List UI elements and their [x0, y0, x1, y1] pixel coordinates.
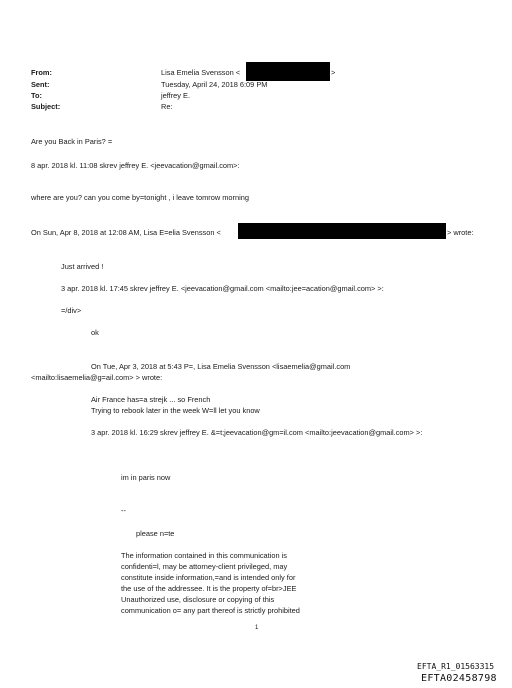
disclaimer-line: communication o= any part thereof is strictly prohibited [121, 606, 300, 615]
disclaimer-line: the use of the addressee. It is the property of=br>JEE [121, 584, 297, 593]
body-line-3: where are you? can you come by=tonight , i leave tomrow morning [31, 193, 249, 202]
sent-value: Tuesday, April 24, 2018 6:09 PM [161, 80, 268, 89]
body-line-12: Trying to rebook later in the week W=ll let you know [91, 406, 260, 415]
to-label: To: [31, 91, 42, 100]
body-line-1: Are you Back in Paris? = [31, 137, 113, 146]
disclaimer-line: Unauthorized use, disclosure or copying of this [121, 595, 275, 604]
sent-label: Sent: [31, 80, 50, 89]
body-line-7: =/div> [61, 306, 82, 315]
disclaimer-line: confidenti=l, may be attorney-client privileged, may [121, 562, 288, 571]
from-suffix: > [331, 68, 336, 77]
from-value: Lisa Emelia Svensson < [161, 68, 241, 77]
body-line-13: 3 apr. 2018 kl. 16:29 skrev jeffrey E. &=t;jeevacation@gm=il.com <mailto:jeevacation@gmail.com> >: [91, 428, 423, 437]
body-line-8: ok [91, 328, 99, 337]
subject-value: Re: [161, 102, 173, 111]
body-line-14: im in paris now [121, 473, 171, 482]
bates-stamp-small: EFTA_R1_01563315 [417, 662, 495, 671]
body-line-11: Air France has=a strejk ... so French [91, 395, 211, 404]
body-line-15: -- [121, 506, 126, 515]
body-line-16: please n=te [136, 529, 175, 538]
body-line-4-suffix: > wrote: [447, 228, 474, 237]
subject-label: Subject: [31, 102, 61, 111]
body-line-10: <mailto:lisaemelia@g=ail.com> > wrote: [31, 373, 163, 382]
body-line-2: 8 apr. 2018 kl. 11:08 skrev jeffrey E. <jeevacation@gmail.com>: [31, 161, 240, 170]
page-number: 1 [255, 625, 259, 631]
redaction-box-address [238, 223, 446, 239]
to-value: jeffrey E. [161, 91, 191, 100]
body-line-6: 3 apr. 2018 kl. 17:45 skrev jeffrey E. <jeevacation@gmail.com <mailto:jee=acation@gmail.com> >: [61, 284, 384, 293]
bates-stamp-large: EFTA02458798 [421, 673, 497, 684]
body-line-9: On Tue, Apr 3, 2018 at 5:43 P=, Lisa Emelia Svensson <lisaemelia@gmail.com [91, 362, 351, 371]
from-label: From: [31, 68, 52, 77]
disclaimer-line: The information contained in this communication is [121, 551, 287, 560]
disclaimer-line: constitute inside information,=and is intended only for [121, 573, 296, 582]
body-line-5: Just arrived ! [61, 262, 104, 271]
body-line-4-prefix: On Sun, Apr 8, 2018 at 12:08 AM, Lisa E=elia Svensson < [31, 228, 221, 237]
redaction-box-sender [246, 62, 330, 81]
